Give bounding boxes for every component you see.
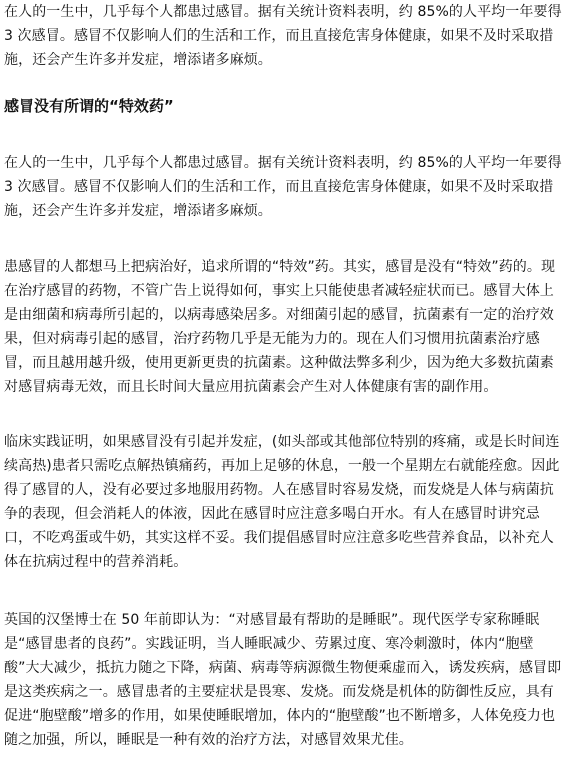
body-paragraph-3: 临床实践证明，如果感冒没有引起并发症，(如头部或其他部位特别的疼痛，或是长时间连续高热)患者只需吃点解热镇痛药，再加上足够的休息，一般一个星期左右就能痊愈。因此得了感冒的人，没有必要过多地服用药物。人在感冒时容易发烧，而发烧是人体与病菌抗争的表现，但会消耗人的体液，因此在感冒时应注意多喝白开水。有人在感冒时讲究忌口，不吃鸡蛋或牛奶，其实这样不妥。我们提倡感冒时应注意多吃些营养食品，以补充人体在抗病过程中的营养消耗。 — [4, 434, 560, 570]
section-heading: 感冒没有所谓的“特效药” — [4, 97, 174, 115]
body-paragraph-4: 英国的汉堡博士在 50 年前即认为：“对感冒最有帮助的是睡眠”。现代医学专家称睡眠是“感冒患者的良药”。实践证明，当人睡眠减少、劳累过度、寒冷刺激时，体内“胞壁酸”大大减少，抵抗力随之下降，病菌、病毒等病源微生物便乘虚而入，诱发疾病，感冒即是这类疾病之一。感冒患者的主要症状是畏寒、发烧。而发烧是机体的防御性反应，具有促进“胞壁酸”增多的作用，如果使睡眠增加，体内的“胞壁酸”也不断增多，人体免疫力也随之加强，所以，睡眠是一种有效的治疗方法，对感冒效果尤佳。 — [4, 612, 562, 748]
body-paragraph-2: 患感冒的人都想马上把病治好，追求所谓的“特效”药。其实，感冒是没有“特效”药的。现在治疗感冒的药物，不管广告上说得如何，事实上只能使患者减轻症状而已。感冒大体上是由细菌和病毒所引起的，以病毒感染居多。对细菌引起的感冒，抗菌素有一定的治疗效果，但对病毒引起的感冒，治疗药物几乎是无能为力的。现在人们习惯用抗菌素治疗感冒，而且越用越升级，使用更新更贵的抗菌素。这种做法弊多利少，因为绝大多数抗菌素对感冒病毒无效，而且长时间大量应用抗菌素会产生对人体健康有害的副作用。 — [4, 259, 556, 395]
intro-paragraph: 在人的一生中，几乎每个人都患过感冒。据有关统计资料表明，约 85%的人平均一年要得 3 次感冒。感冒不仅影响人们的生活和工作，而且直接危害身体健康，如果不及时采取措施，还会产生许多并发症，增添诸多麻烦。 — [4, 4, 562, 68]
body-paragraph-1: 在人的一生中，几乎每个人都患过感冒。据有关统计资料表明，约 85%的人平均一年要得 3 次感冒。感冒不仅影响人们的生活和工作，而且直接危害身体健康，如果不及时采取措施，还会产生许多并发症，增添诸多麻烦。 — [4, 155, 562, 219]
